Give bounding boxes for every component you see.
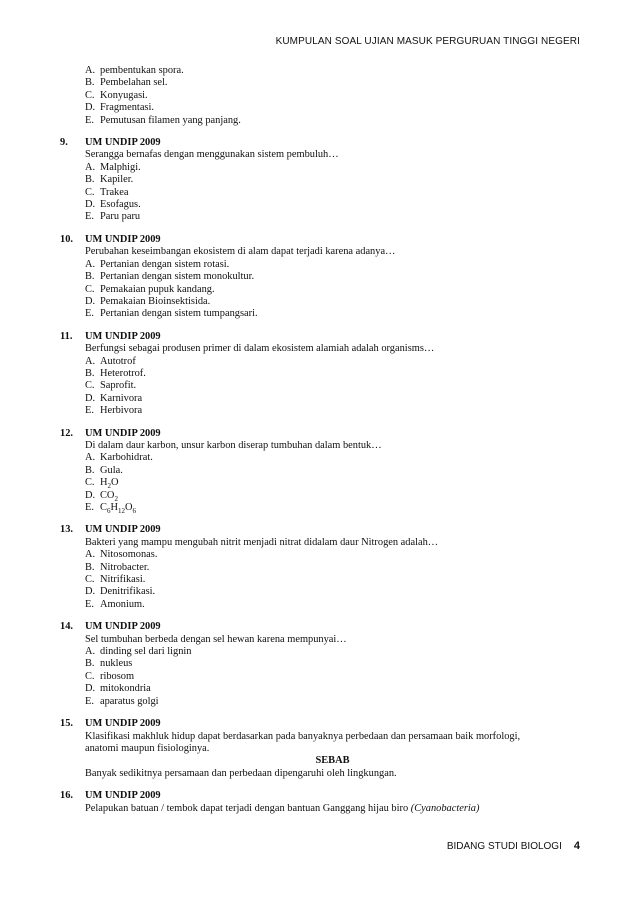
chem-formula: $H_2O$ <box>100 477 119 491</box>
option-item: B. Kapiler. <box>85 174 134 186</box>
question-15 <box>60 718 580 780</box>
option-item: B. Nitrobacter. <box>85 561 150 573</box>
question-body <box>60 537 580 611</box>
option-item: E. Herbivora <box>85 405 143 417</box>
question-16 <box>60 790 580 815</box>
option-item: B. Pertanian dengan sistem monokultur. <box>85 271 255 283</box>
option-item: E. Paru paru <box>85 211 141 223</box>
question-9 <box>60 137 580 224</box>
question-body <box>60 343 580 417</box>
question-stem: Berfungsi sebagai produsen primer di dalam ekosistem alamiah adalah organisms… <box>85 343 435 355</box>
question-header: 13. UM UNDIP 2009 <box>60 524 161 536</box>
option-item: E. aparatus golgi <box>85 695 159 707</box>
question-header: 14. UM UNDIP 2009 <box>60 621 161 633</box>
option-item: C. $H_2O$ <box>85 477 119 491</box>
option-item: E. $C_6H_{12}O_6$ <box>85 502 136 516</box>
option-item: D. $CO_2$ <box>85 489 118 503</box>
question-stem: Bakteri yang mampu mengubah nitrit menjadi nitrat didalam daur Nitrogen adalah… <box>85 536 439 548</box>
option-item: A. Autotrof <box>85 355 136 367</box>
running-header: KUMPULAN SOAL UJIAN MASUK PERGURUAN TINGGI NEGERI <box>275 36 580 47</box>
option-item: D. mitokondria <box>85 683 151 695</box>
option-item: A. Nitosomonas. <box>85 549 158 561</box>
option-item: A. pembentukan spora. <box>85 65 184 76</box>
option-item: E. Pemutusan filamen yang panjang. <box>85 114 241 126</box>
option-item: D. Karnivora <box>85 392 143 404</box>
page-content <box>60 65 580 815</box>
question-body <box>60 731 580 781</box>
option-item: C. Pemakaian pupuk kandang. <box>85 283 215 295</box>
question-body <box>60 803 580 815</box>
question-stem: Serangga bernafas dengan menggunakan sistem pembuluh… <box>85 149 339 161</box>
question-header: 16. UM UNDIP 2009 <box>60 790 161 802</box>
question-reason: Banyak sedikitnya persamaan dan perbedaan dipengaruhi oleh lingkungan. <box>85 767 397 779</box>
option-item: C. Saprofit. <box>85 380 137 392</box>
option-item: C. Nitrifikasi. <box>85 574 146 586</box>
option-item: B. nukleus <box>85 658 133 670</box>
question-stem-cont: anatomi maupun fisiologinya. <box>85 742 210 754</box>
option-item: A. Malphigi. <box>85 161 141 173</box>
option-item: B. Gula. <box>85 464 123 476</box>
sebab-label: SEBAB <box>315 755 350 767</box>
question-13 <box>60 524 580 611</box>
page-number: 4 <box>573 840 580 852</box>
question-stem: Sel tumbuhan berbeda dengan sel hewan karena mempunyai… <box>85 633 347 645</box>
question-stem: Perubahan keseimbangan ekosistem di alam dapat terjadi karena adanya… <box>85 246 396 258</box>
option-item: A. Karbohidrat. <box>85 452 153 464</box>
question-header: 9. UM UNDIP 2009 <box>60 137 161 149</box>
option-item: A. dinding sel dari lignin <box>85 646 192 658</box>
question-header: 11. UM UNDIP 2009 <box>60 330 161 342</box>
question-stem: Di dalam daur karbon, unsur karbon diserap tumbuhan dalam bentuk… <box>85 439 382 451</box>
option-item: E. Pertanian dengan sistem tumpangsari. <box>85 308 258 320</box>
option-item: C. ribosom <box>85 670 135 682</box>
question-11 <box>60 331 580 418</box>
question-body <box>60 634 580 708</box>
page-footer <box>447 840 580 852</box>
question-header: 12. UM UNDIP 2009 <box>60 427 161 439</box>
option-item: A. Pertanian dengan sistem rotasi. <box>85 258 230 270</box>
option-item: E. Amonium. <box>85 598 145 610</box>
option-item: D. Denitrifikasi. <box>85 586 156 598</box>
question-header: 15. UM UNDIP 2009 <box>60 718 161 730</box>
option-item: C. Trakea <box>85 186 129 198</box>
option-item: D. Pemakaian Bioinsektisida. <box>85 295 211 307</box>
option-item: B. Pembelahan sel. <box>85 77 168 89</box>
question-body <box>60 246 580 320</box>
question-stem: Pelapukan batuan / tembok dapat terjadi dengan bantuan Ganggang hijau biro (Cyanobacteria) <box>85 802 480 814</box>
question-12 <box>60 428 580 515</box>
option-item: D. Fragmentasi. <box>85 102 154 114</box>
question-stem: Klasifikasi makhluk hidup dapat berdasarkan pada banyaknya perbedaan dan persamaan baik morfologi, <box>85 730 521 742</box>
option-item: B. Heterotrof. <box>85 367 146 379</box>
chem-formula: $C_6H_{12}O_6$ <box>100 502 136 516</box>
subject-label: BIDANG STUDI BIOLOGI <box>446 841 562 852</box>
question-10 <box>60 234 580 321</box>
question-header: 10. UM UNDIP 2009 <box>60 233 161 245</box>
option-list <box>60 65 580 127</box>
option-item: C. Konyugasi. <box>85 89 148 101</box>
question-body <box>60 440 580 514</box>
chem-formula: $CO_2$ <box>100 489 118 503</box>
option-item: D. Esofagus. <box>85 199 141 211</box>
question-body <box>60 149 580 223</box>
question-14 <box>60 621 580 708</box>
